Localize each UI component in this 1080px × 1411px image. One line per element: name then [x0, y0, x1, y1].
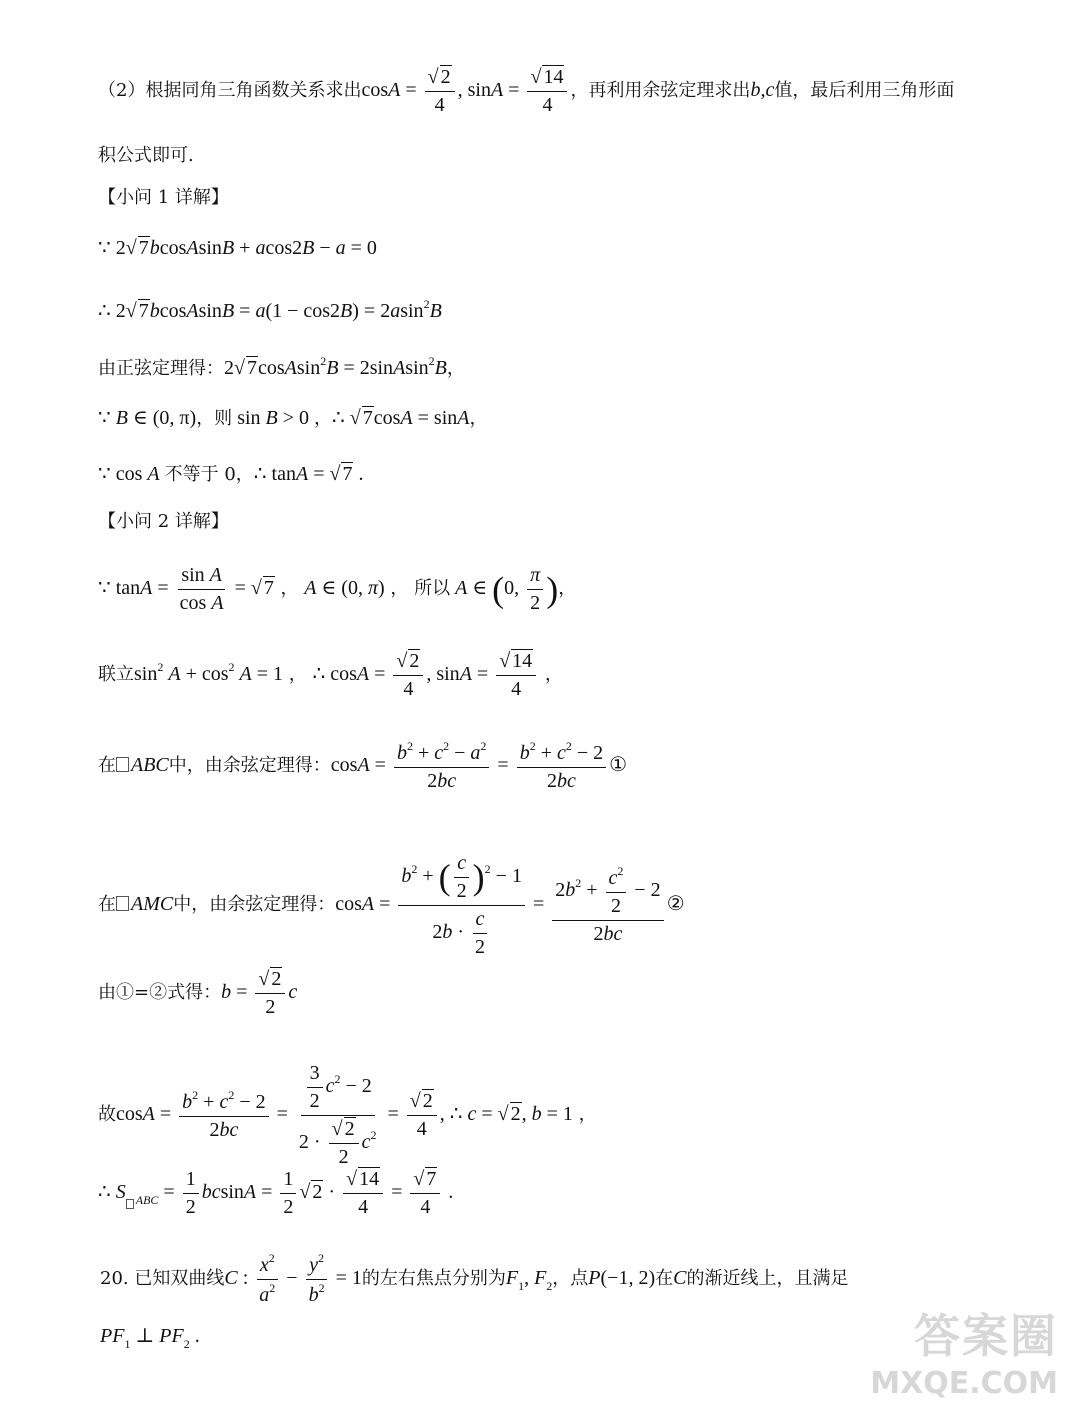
step2-line6: 故cosA = $\frac{b^2 + c^2 - 2}{2bc}$ = $\frac{3}{2}$ $c^2 - 2$ 2 · $\frac{√ 2}{2}$ $c^2$ = $\frac{√ 2}{4}$ , ∴ c = √ 2, b = 1 ， — [98, 1062, 597, 1168]
step2-line7: ∴ S $_{ABC}$ = $\frac{1}{2}$ bcsinA = $\frac{1}{2}$ √ 2 · $\frac{√ 14}{4}$ = $\frac{√ 7}{4}$ . — [98, 1168, 454, 1218]
watermark-logo: 答案圈 MXQE.COM — [870, 1309, 1058, 1401]
heading-subquestion-1: 【小问 1 详解】 — [98, 187, 229, 208]
math-cosA-sinA: cosA = $\frac{√ 2}{4}$ , sinA = $\frac{√ 14}{4}$ — [361, 79, 570, 101]
part2-intro-cont: 积公式即可. — [98, 145, 194, 166]
step1-line3: 由正弦定理得：2√ 7cosAsin$^2$B = 2sinAsin$^2$B， — [98, 354, 465, 379]
step1-line2: ∴ 2√ 7bcosAsinB = a(1 − cos2B) = 2asin$^2$B — [98, 297, 442, 322]
step2-line4: 在 AMC中，由余弦定理得：cosA = $b^2$ + ( $\frac{c}{2}$ )$^2$ − 1 2b · $\frac{c}{2}$ = $2b^2$ + $\frac{c^2}{2}$ − 2 2bc ② — [98, 852, 685, 958]
step1-line5: ∵ cos A 不等于 0，∴ tanA = √ 7 . — [98, 463, 364, 485]
triangle-symbol — [116, 896, 129, 911]
step1-line4: ∵ B ∈ (0, π)，则 sin B > 0 ，∴ √ 7cosA = sinA， — [98, 407, 488, 429]
triangle-symbol — [126, 1199, 134, 1209]
question-20-line2: $PF_1$ ⊥ $PF_2$ . — [100, 1325, 200, 1351]
part2-intro-line: （2）根据同角三角函数关系求出cosA = $\frac{√ 2}{4}$ , sinA = $\frac{√ 14}{4}$ ，再利用余弦定理求出b,c值，最后利用三角形面 — [98, 66, 955, 116]
question-20-line1: 20. 已知双曲线C : $\frac{x^2}{a^2}$ − $\frac{y^2}{b^2}$ = 1的左右焦点分别为$F_1$, $F_2$，点P(−1, 2)在C的渐近线上，且满足 — [100, 1251, 849, 1306]
step2-line1: ∵ tanA = $\frac{\text{sin A}}{\text{cos A}}$ = √ 7 ， A ∈ (0, π) ， 所以 A ∈ (0, $\frac{\pi}{2}$ )， — [98, 564, 577, 614]
step2-line5: 由①=②式得：b = $\frac{√ 2}{2}$ c — [98, 968, 298, 1018]
step1-line1: ∵ 2√ 7bcosAsinB + acos2B − a = 0 — [98, 237, 377, 259]
triangle-symbol — [116, 757, 129, 772]
step2-line3: 在 ABC中，由余弦定理得：cosA = $\frac{b^2 + c^2 - a^2}{2bc}$ = $\frac{b^2 + c^2 - 2}{2bc}$ ① — [98, 739, 628, 792]
heading-subquestion-2: 【小问 2 详解】 — [98, 511, 229, 532]
step2-line2: 联立$\sin^2 A + \cos^2 A = 1$ ， ∴ cosA = $\frac{√ 2}{4}$ , sinA = $\frac{√ 14}{4}$ ， — [98, 650, 563, 700]
